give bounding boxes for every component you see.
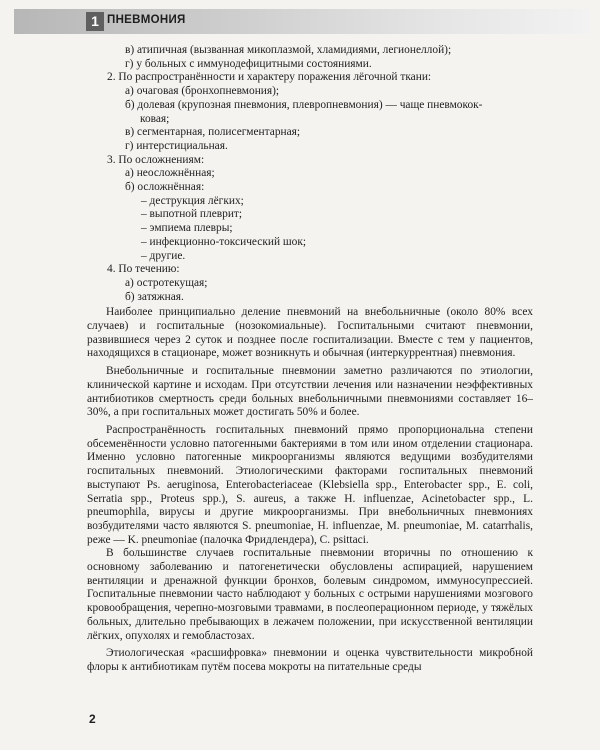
paragraph: Этиологическая «расшифровка» пневмонии и оценка чувствительности микробной флоры к антибиотикам путём посева мокроты на питательные среды [87,647,533,673]
list-line: а) неосложнённая; [125,167,215,180]
list-line: в) сегментарная, полисегментарная; [125,126,301,139]
list-line: 4. По течению: [107,263,180,276]
list-line: 2. По распространённости и характеру поражения лёгочной ткани: [107,71,432,84]
chapter-number-badge: 1 [86,12,104,31]
chapter-title: ПНЕВМОНИЯ [107,14,186,26]
list-line: б) затяжная. [125,290,184,303]
paragraph: Распространённость госпитальных пневмоний прямо пропорциональна степени обсеменённости условно патогенными бактериями в том или ином отделении стационара. Именно условно патогенные микроорганизмы являются ведущими возбудителями госпитальных пневмоний. Этиологическими факторами госпитальных пневмоний выступают Ps. aeruginosa, Enterobacteriaceae (Klebsiella spp., Enterobacter spp., E. coli, Serratia spp., Proteus spp.), S. aureus, а также H. influenzae, Acinetobacter spp., L. pneumophila, вирусы и другие микроорганизмы. При внебольничных пневмониях возбудителями часто являются S. pneumoniae, H. influenzae, M. pneumoniae, M. catarrhalis, реже — K. pneumoniae (палочка Фридлендера), C. psittaci. [87,423,533,546]
list-line: – выпотной плеврит; [141,208,243,221]
list-line: а) очаговая (бронхопневмония); [125,85,280,98]
list-line: г) интерстициальная. [125,139,228,152]
list-line: в) атипичная (вызванная микоплазмой, хламидиями, легионеллой); [125,44,452,56]
page-content [87,44,533,675]
list-line: – деструкция лёгких; [141,194,244,207]
list-line: а) остротекущая; [125,276,208,289]
list-line: ковая; [140,112,170,125]
classification-list [87,44,533,304]
list-line: 3. По осложнениям: [107,153,205,166]
list-line: – другие. [141,249,186,262]
list-line: г) у больных с иммунодефицитными состояниями. [125,57,372,70]
paragraph: Наиболее принципиально деление пневмоний на внебольничные (около 80% всех случаев) и госпитальные (нозокомиальные). Госпитальными считают пневмонии, развившиеся через 2 суток и позднее после госпитализации. Вместе с тем у пациентов, находящихся в стационаре, может возникнуть и обычная (интеркуррентная) пневмония. [87,306,533,360]
list-line: – эмпиема плевры; [141,222,233,235]
list-line: – инфекционно-токсический шок; [141,235,307,248]
paragraph: Внебольничные и госпитальные пневмонии заметно различаются по этиологии, клинической картине и исходам. При отсутствии лечения или назначении неэффективных антибиотиков смертность среди больных внебольничными пневмониями составляет 16–30%, а при госпитальных может достигать 50% и более. [87,365,533,419]
list-line: б) осложнённая: [125,181,205,194]
paragraph: В большинстве случаев госпитальные пневмонии вторичны по отношению к основному заболеванию и патогенетически обусловлены аспирацией, нарушением вентиляции и дренажной функции бронхов, болевым синдромом, иммуносупрессией. Госпитальные пневмонии часто наблюдают у больных с острыми нарушениями мозгового кровообращения, черепно-мозговыми травмами, в послеоперационном периоде, у тяжёлых больных, длительно пребывающих в лежачем положении, при искусственной вентиляции лёгких, опухолях и гемобластозах. [87,547,533,642]
list-line: б) долевая (крупозная пневмония, плевропневмония) — чаще пневмокок- [125,98,483,111]
page-number: 2 [89,712,96,726]
